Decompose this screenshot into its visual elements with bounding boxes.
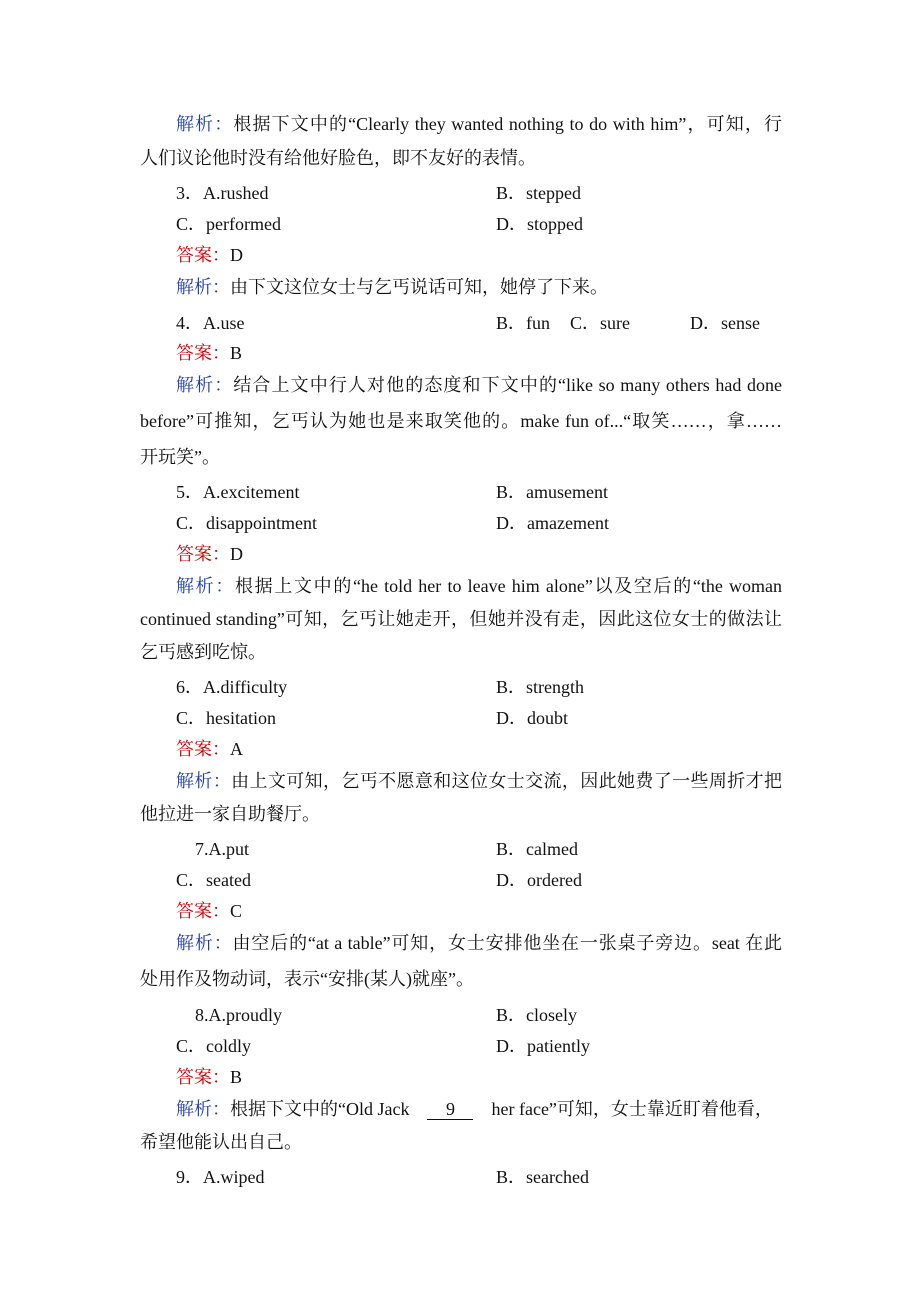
explanation-label: 解析： bbox=[176, 114, 234, 134]
q5-explanation-line-3: 乞丐感到吃惊。 bbox=[140, 642, 266, 662]
q5-explanation-line-1: 解析：根据上文中的“he told her to leave him alone”以及空后的“the woman bbox=[176, 576, 783, 596]
q8-option-a: 8.A.proudly bbox=[195, 1005, 282, 1025]
q3-answer: 答案：D bbox=[176, 245, 243, 265]
explanation-label: 解析： bbox=[176, 277, 230, 297]
q4-answer: 答案：B bbox=[176, 343, 243, 363]
q4-option-c: C．sure bbox=[570, 313, 630, 333]
q4-explanation-line-1: 解析：结合上文中行人对他的态度和下文中的“like so many others had done bbox=[176, 375, 782, 395]
q7-explanation-line-1: 解析：由空后的“at a table”可知，女士安排他坐在一张桌子旁边。seat 在此 bbox=[176, 933, 783, 953]
q4-option-a: 4．A.use bbox=[176, 313, 245, 333]
q4-option-b: B．fun bbox=[496, 313, 550, 333]
explanation-label: 解析： bbox=[176, 771, 232, 791]
q6-option-b: B．strength bbox=[496, 677, 584, 697]
q8-option-b: B．closely bbox=[496, 1005, 577, 1025]
q2-explanation-line-1: 解析：根据下文中的“Clearly they wanted nothing to do with him”，可知，行 bbox=[176, 114, 783, 134]
q7-answer: 答案：C bbox=[176, 901, 243, 921]
q4-explanation-line-2: before”可推知，乞丐认为她也是来取笑他的。make fun of...“取笑……，拿…… bbox=[140, 411, 782, 431]
answer-label: 答案： bbox=[176, 544, 230, 564]
q6-explanation-line-1: 解析：由上文可知，乞丐不愿意和这位女士交流，因此她费了一些周折才把 bbox=[176, 771, 782, 791]
q8-explanation-line-1: 解析：根据下文中的“Old Jack 9 her face”可知，女士靠近盯着他看， bbox=[176, 1099, 773, 1119]
q7-option-b: B．calmed bbox=[496, 839, 578, 859]
blank-9: 9 bbox=[427, 1099, 473, 1120]
explanation-label: 解析： bbox=[176, 576, 235, 596]
q5-option-b: B．amusement bbox=[496, 482, 608, 502]
answer-label: 答案： bbox=[176, 343, 230, 363]
q3-option-c: C．performed bbox=[176, 214, 281, 234]
q8-option-d: D．patiently bbox=[496, 1036, 590, 1056]
q7-explanation-line-2: 处用作及物动词，表示“安排(某人)就座”。 bbox=[140, 969, 474, 989]
answer-label: 答案： bbox=[176, 739, 230, 759]
answer-label: 答案： bbox=[176, 1067, 230, 1087]
q3-option-b: B．stepped bbox=[496, 183, 581, 203]
q6-option-a: 6．A.difficulty bbox=[176, 677, 288, 697]
q9-option-b: B．searched bbox=[496, 1167, 589, 1187]
answer-label: 答案： bbox=[176, 901, 230, 921]
answer-label: 答案： bbox=[176, 245, 230, 265]
explanation-label: 解析： bbox=[176, 1099, 230, 1119]
q3-option-d: D．stopped bbox=[496, 214, 583, 234]
q3-explanation: 解析：由下文这位女士与乞丐说话可知，她停了下来。 bbox=[176, 277, 608, 297]
q5-explanation-line-2: continued standing”可知，乞丐让她走开，但她并没有走，因此这位女士的做法让 bbox=[140, 609, 782, 629]
q4-option-d: D．sense bbox=[690, 313, 760, 333]
q6-option-c: C．hesitation bbox=[176, 708, 276, 728]
q5-option-d: D．amazement bbox=[496, 513, 609, 533]
q5-answer: 答案：D bbox=[176, 544, 243, 564]
q3-option-a: 3．A.rushed bbox=[176, 183, 269, 203]
q8-answer: 答案：B bbox=[176, 1067, 243, 1087]
q6-answer: 答案：A bbox=[176, 739, 243, 759]
q8-explanation-line-2: 希望他能认出自己。 bbox=[140, 1132, 302, 1152]
q6-option-d: D．doubt bbox=[496, 708, 568, 728]
q2-explanation-line-2: 人们议论他时没有给他好脸色，即不友好的表情。 bbox=[140, 148, 536, 168]
q9-option-a: 9．A.wiped bbox=[176, 1167, 265, 1187]
q6-explanation-line-2: 他拉进一家自助餐厅。 bbox=[140, 804, 320, 824]
q7-option-a: 7.A.put bbox=[195, 839, 249, 859]
q7-option-d: D．ordered bbox=[496, 870, 582, 890]
q7-option-c: C．seated bbox=[176, 870, 251, 890]
q8-option-c: C．coldly bbox=[176, 1036, 251, 1056]
q4-explanation-line-3: 开玩笑”。 bbox=[140, 447, 220, 467]
explanation-label: 解析： bbox=[176, 933, 233, 953]
q5-option-a: 5．A.excitement bbox=[176, 482, 300, 502]
q5-option-c: C．disappointment bbox=[176, 513, 317, 533]
explanation-label: 解析： bbox=[176, 375, 234, 395]
